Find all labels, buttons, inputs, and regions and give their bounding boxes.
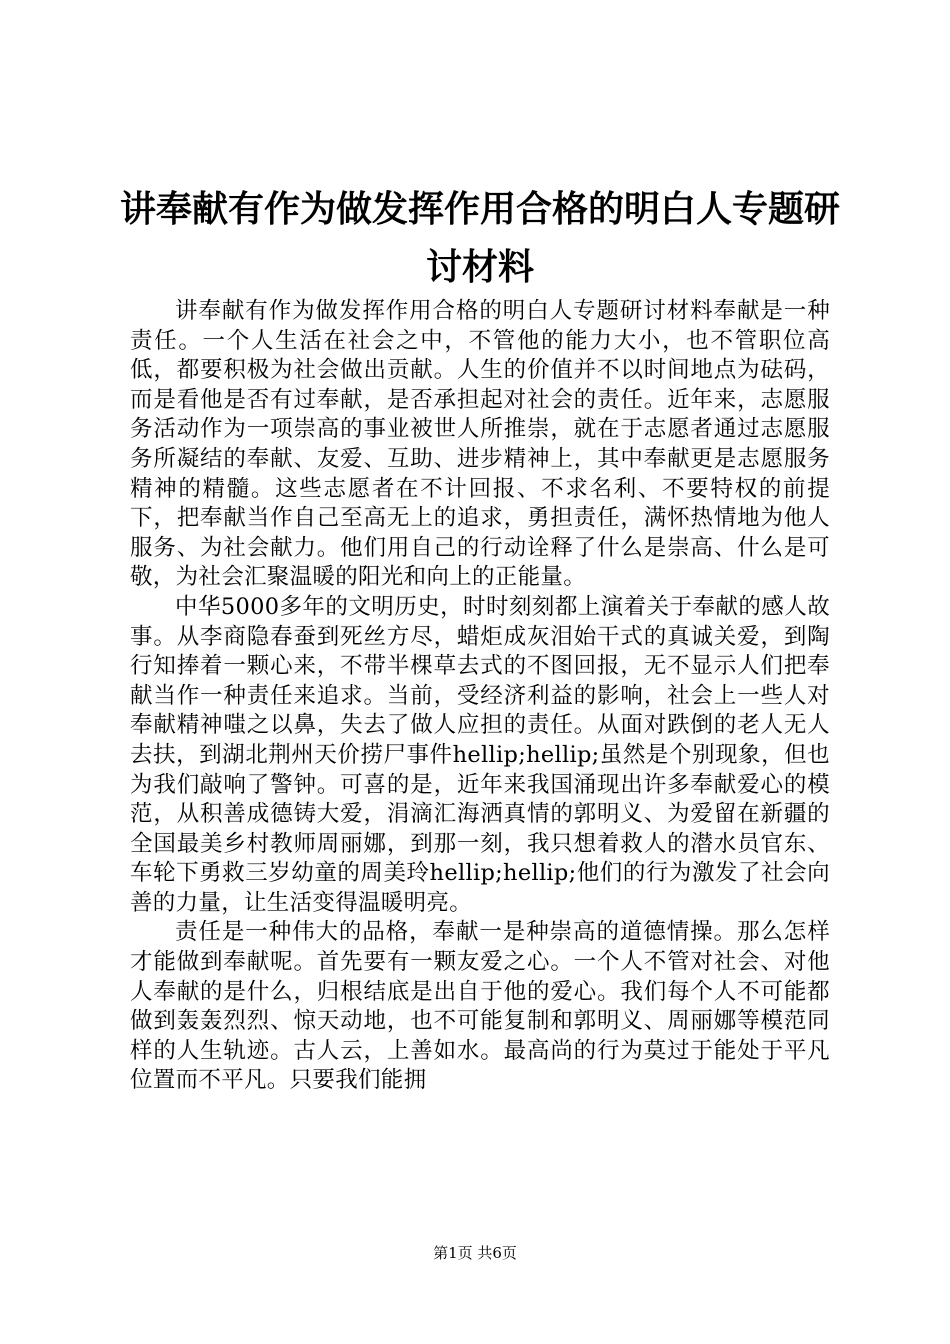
- document-title: 讲奉献有作为做发挥作用合格的明白人专题研讨材料: [120, 188, 841, 288]
- paragraph-2: 中华5000多年的文明历史，时时刻刻都上演着关于奉献的感人故事。从李商隐春蚕到死丝方尽，蜡炬成灰泪始干式的真诚关爱，到陶行知捧着一颗心来，不带半棵草去式的不图回报，无不显示人们把奉献当作一种责任来追求。当前，受经济利益的影响，社会上一些人对奉献精神嗤之以鼻，失去了做人应担的责任。从面对跌倒的老人无人去扶，到湖北荆州天价捞尸事件hellip;hellip;虽然是个别现象，但也为我们敲响了警钟。可喜的是，近年来我国涌现出许多奉献爱心的模范，从积善成德铸大爱，涓滴汇海洒真情的郭明义、为爱留在新疆的全国最美乡村教师周丽娜，到那一刻，我只想着救人的潜水员官东、车轮下勇救三岁幼童的周美玲hellip;hellip;他们的行为激发了社会向善的力量，让生活变得温暖明亮。: [130, 593, 830, 916]
- paragraph-1: 讲奉献有作为做发挥作用合格的明白人专题研讨材料奉献是一种责任。一个人生活在社会之中，不管他的能力大小，也不管职位高低，都要积极为社会做出贡献。人生的价值并不以时间地点为砝码，而是看他是否有过奉献，是否承担起对社会的责任。近年来，志愿服务活动作为一项崇高的事业被世人所推崇，就在于志愿者通过志愿服务所凝结的奉献、友爱、互助、进步精神上，其中奉献更是志愿服务精神的精髓。这些志愿者在不计回报、不求名利、不要特权的前提下，把奉献当作自己至高无上的追求，勇担责任，满怀热情地为他人服务、为社会献力。他们用自己的行动诠释了什么是崇高、什么是可敬，为社会汇聚温暖的阳光和向上的正能量。: [130, 298, 830, 591]
- document-body: [130, 297, 830, 1185]
- paragraph-3: 责任是一种伟大的品格，奉献一是种崇高的道德情操。那么怎样才能做到奉献呢。首先要有一颗友爱之心。一个人不管对社会、对他人奉献的是什么，归根结底是出自于他的爱心。我们每个人不可能都做到轰轰烈烈、惊天动地，也不可能复制和郭明义、周丽娜等模范同样的人生轨迹。古人云，上善如水。最高尚的行为莫过于能处于平凡位置而不平凡。只要我们能拥: [130, 919, 830, 1094]
- page-footer: 第1页 共6页: [433, 1244, 517, 1262]
